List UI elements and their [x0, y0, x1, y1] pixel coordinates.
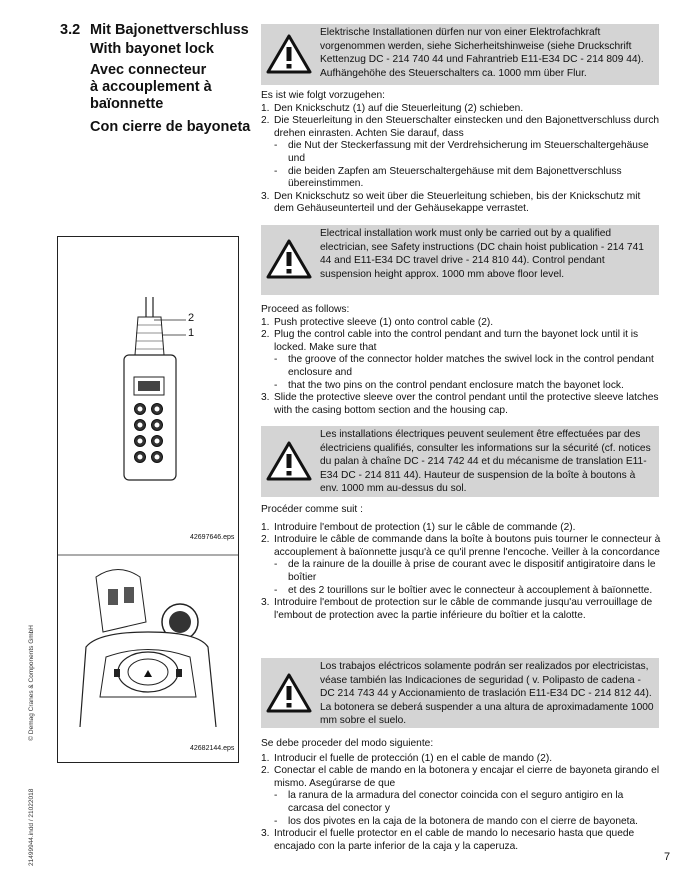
step-text: die beiden Zapfen am Steuerschaltergehäuse mit dem Bajonettverschluss übereinstimmen. — [288, 165, 622, 190]
step-number: 2. — [261, 765, 270, 777]
step-text: Conectar el cable de mando en la botonera y encajar el cierre de bayoneta girando el mismo. Asegúrarse de que — [274, 765, 660, 789]
list-item — [261, 166, 661, 191]
list-item — [261, 317, 661, 330]
step-text: Introducir el fuelle protector en el cable de mando lo necesario hasta que quede encajado con la parte inferior de la caja y la caperuza. — [274, 828, 635, 852]
list-item — [261, 115, 661, 140]
step-dash: - — [274, 559, 278, 571]
copyright-note: © Demag Cranes & Components GmbH — [28, 625, 35, 741]
intro-text: Se debe proceder del modo siguiente: — [261, 738, 434, 749]
instructions-es — [261, 738, 661, 853]
list-item — [261, 828, 661, 853]
list-item — [261, 191, 661, 216]
step-dash: - — [274, 584, 278, 596]
list-item — [261, 103, 661, 116]
step-dash: - — [274, 815, 278, 827]
document-reference: 21499944.indd / 21022018 — [28, 788, 35, 866]
step-text: de la rainure de la douille à prise de courant avec le dispositif antigiratoire dans le boîtier — [288, 559, 656, 583]
section-title-en: With bayonet lock — [90, 41, 214, 57]
warning-text-fr: Les installations électriques peuvent seulement être effectuées par des électriciens qualifiés, consulter les informations sur la sécurité (cf. notices du palan à chaîne DC - 214 742 44 et du mécanisme de translation E11-E34 DC - 214 811 44). Hauteur de suspension de la boîte à boutons à env. 1000 mm au-dessus du sol. — [320, 429, 651, 495]
warning-box-en — [261, 225, 659, 295]
list-item — [261, 534, 661, 559]
step-number: 3. — [261, 392, 270, 404]
instructions-en — [261, 304, 661, 417]
section-title-es: Con cierre de bayoneta — [90, 119, 251, 135]
step-text: Introduire l'embout de protection (1) sur le câble de commande (2). — [274, 521, 576, 533]
step-number: 2. — [261, 115, 270, 127]
warning-triangle-icon — [266, 441, 312, 481]
warning-triangle-icon — [266, 34, 312, 74]
warning-box-es — [261, 658, 659, 728]
step-number: 1. — [261, 752, 270, 764]
step-number: 3. — [261, 828, 270, 840]
step-number: 1. — [261, 316, 270, 328]
section-title-de: Mit Bajonettverschluss — [90, 22, 249, 38]
list-item — [261, 392, 661, 417]
section-number: 3.2 — [60, 22, 81, 38]
step-dash: - — [274, 140, 278, 152]
step-text: los dos pivotes en la caja de la botonera de mando con el cierre de bayoneta. — [288, 815, 639, 827]
warning-box-de — [261, 24, 659, 85]
section-title-fr-2: à accouplement à — [90, 79, 212, 95]
list-item — [261, 354, 661, 379]
control-pendant-illustration — [58, 237, 238, 762]
step-number: 1. — [261, 521, 270, 533]
warning-triangle-icon — [266, 239, 312, 279]
intro-text: Proceed as follows: — [261, 304, 350, 315]
step-number: 1. — [261, 102, 270, 114]
step-text: et des 2 tourillons sur le boîtier avec le connecteur à accouplement à baïonnette. — [288, 584, 653, 596]
page-number: 7 — [664, 851, 671, 863]
list-item — [261, 140, 661, 165]
figure-frame — [57, 236, 239, 763]
step-text: that the two pins on the control pendant enclosure match the bayonet lock. — [288, 379, 624, 391]
step-number: 2. — [261, 329, 270, 341]
step-text: Plug the control cable into the control pendant and turn the bayonet lock until it is locked. Make sure that — [274, 329, 639, 353]
step-number: 2. — [261, 534, 270, 546]
callout-label-2: 2 — [188, 312, 195, 324]
step-text: Die Steuerleitung in den Steuerschalter einstecken und den Bajonettverschluss durch drehen einrasten. Achten Sie darauf, dass — [274, 115, 660, 139]
list-item — [261, 597, 661, 622]
step-text: la ranura de la armadura del conector coincida con el seguro antigiro en la carcasa del conector y — [288, 790, 624, 814]
list-item — [261, 790, 661, 815]
step-text: Introduire l'embout de protection sur le câble de commande jusqu'au verrouillage de l'embout de protection avec la partie inférieure du boîtier et la calotte. — [274, 597, 653, 621]
list-item — [261, 585, 661, 598]
intro-text: Procéder comme suit : — [261, 504, 363, 515]
step-text: the groove of the connector holder matches the swivel lock in the control pendant enclosure and — [288, 354, 654, 378]
list-item — [261, 765, 661, 790]
figure-caption-top: 42697646.eps — [190, 534, 235, 541]
section-title-fr-1: Avec connecteur — [90, 62, 207, 78]
list-item — [261, 816, 661, 829]
list-item — [261, 753, 661, 766]
step-text: Introducir el fuelle de protección (1) en el cable de mando (2). — [274, 752, 553, 764]
step-text: Introduire le câble de commande dans la boîte à boutons puis tourner le connecteur à accouplement à baïonnette jusqu'à ce qu'il prenne l'encoche. Veiller à la concordance — [274, 534, 661, 558]
intro-text: Es ist wie folgt vorzugehen: — [261, 90, 386, 101]
warning-text-de: Elektrische Installationen dürfen nur von einer Elektrofachkraft vorgenommen werden, siehe Sicherheitshinweise (siehe Druckschrift Kettenzug DC - 214 740 44 und Fahrantrieb E11-E34 DC - 214 809 44). Aufhängehöhe des Steuerschalters ca. 1000 mm über Flur. — [320, 27, 644, 79]
callout-label-1: 1 — [188, 327, 195, 339]
list-item — [261, 559, 661, 584]
step-dash: - — [274, 379, 278, 391]
list-item — [261, 522, 661, 535]
list-item — [261, 329, 661, 354]
step-dash: - — [274, 790, 278, 802]
step-number: 3. — [261, 597, 270, 609]
step-dash: - — [274, 165, 278, 177]
step-text: Slide the protective sleeve over the control pendant until the protective sleeve latches with the casing bottom section and the housing cap. — [274, 392, 659, 416]
warning-text-es: Los trabajos eléctricos solamente podrán ser realizados por electricistas, véase también las Indicaciones de seguridad ( v. Polipasto de cadena - DC 214 743 44 y Accionamiento de traslación E11-E34 DC - 214 812 44). La botonera se deberá suspender a una altura de aproximadamente 1000 mm sobre el suelo. — [320, 661, 654, 727]
instructions-fr — [261, 504, 661, 622]
step-text: Den Knickschutz (1) auf die Steuerleitung (2) schieben. — [274, 102, 524, 114]
warning-box-fr — [261, 426, 659, 497]
figure-caption-bottom: 42682144.eps — [190, 745, 235, 752]
list-item — [261, 380, 661, 393]
warning-triangle-icon — [266, 673, 312, 713]
section-title-fr-3: baïonnette — [90, 96, 164, 112]
step-text: Den Knickschutz so weit über die Steuerleitung schieben, bis der Knickschutz mit dem Gehäuseunterteil und der Gehäusekappe verrastet. — [274, 190, 641, 215]
step-dash: - — [274, 354, 278, 366]
warning-text-en: Electrical installation work must only be carried out by a qualified electrician, see Safety instructions (DC chain hoist publication - 214 741 44 and E11-E34 DC travel drive - 214 810 44). Control pendant suspension height approx. 1000 mm above floor level. — [320, 228, 644, 280]
instructions-de — [261, 90, 661, 216]
step-text: die Nut der Steckerfassung mit der Verdrehsicherung im Steuerschaltergehäuse und — [288, 140, 649, 164]
step-number: 3. — [261, 190, 270, 202]
step-text: Push protective sleeve (1) onto control cable (2). — [274, 316, 494, 328]
